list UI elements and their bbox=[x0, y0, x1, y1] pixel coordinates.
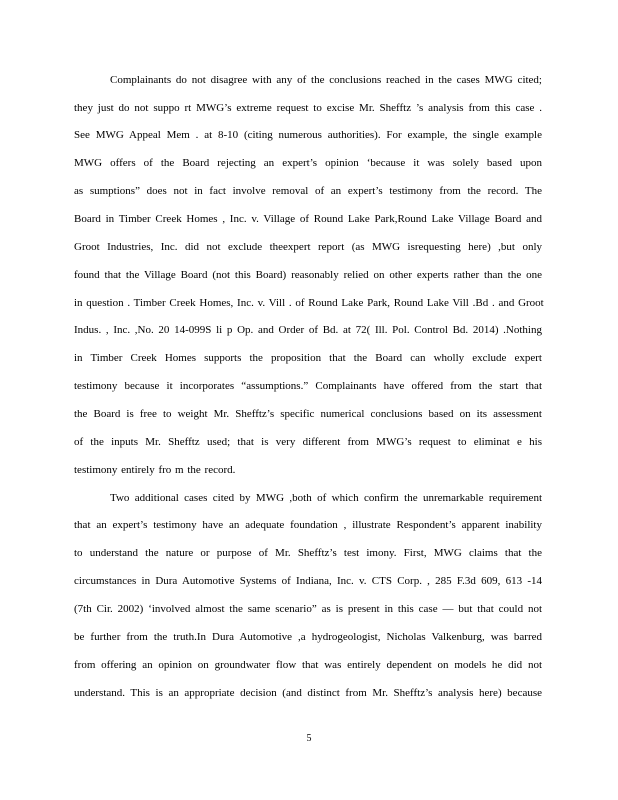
text-line-1: Complainants do not disagree with any of the conclusions reached in the cases MWG cited; bbox=[110, 74, 542, 86]
text-line-6: Board in Timber Creek Homes , Inc. v. Village of Round Lake Park,Round Lake Village Board and bbox=[74, 213, 542, 225]
text-line-21: be further from the truth.In Dura Automotive ,a hydrogeologist, Nicholas Valkenburg, was barred bbox=[74, 631, 542, 643]
text-line-10: Indus. , Inc. ,No. 20 14-099S li p Op. and Order of Bd. at 72( Ill. Pol. Control Bd. 2014) .Nothing bbox=[74, 324, 542, 336]
text-line-16: Two additional cases cited by MWG ,both of which confirm the unremarkable requirement bbox=[110, 492, 542, 504]
text-line-13: the Board is free to weight Mr. Shefftz’s specific numerical conclusions based on its assessment bbox=[74, 408, 542, 420]
text-line-11: in Timber Creek Homes supports the proposition that the Board can wholly exclude expert bbox=[74, 352, 542, 364]
text-line-22: from offering an opinion on groundwater flow that was entirely dependent on models he did not bbox=[74, 659, 542, 671]
text-line-3: See MWG Appeal Mem . at 8-10 (citing numerous authorities). For example, the single example bbox=[74, 129, 542, 141]
text-line-19: circumstances in Dura Automotive Systems of Indiana, Inc. v. CTS Corp. , 285 F.3d 609, 613 -14 bbox=[74, 575, 542, 587]
text-line-7: Groot Industries, Inc. did not exclude theexpert report (as MWG isrequesting here) ,but only bbox=[74, 241, 542, 253]
text-line-4: MWG offers of the Board rejecting an expert’s opinion ‘because it was solely based upon bbox=[74, 157, 542, 169]
text-line-5: as sumptions” does not in fact involve removal of an expert’s testimony from the record. The bbox=[74, 185, 542, 197]
text-line-9: in question . Timber Creek Homes, Inc. v. Vill . of Round Lake Park, Round Lake Vill .Bd . and Groot bbox=[74, 297, 544, 309]
text-line-2: they just do not suppo rt MWG’s extreme request to excise Mr. Shefftz ’s analysis from this case . bbox=[74, 102, 542, 114]
text-line-18: to understand the nature or purpose of Mr. Shefftz’s test imony. First, MWG claims that the bbox=[74, 547, 542, 559]
text-line-23: understand. This is an appropriate decision (and distinct from Mr. Shefftz’s analysis here) because bbox=[74, 687, 542, 699]
page-number: 5 bbox=[306, 733, 312, 744]
text-line-20: (7th Cir. 2002) ‘involved almost the same scenario” as is present in this case — but that could not bbox=[74, 603, 542, 615]
text-line-14: of the inputs Mr. Shefftz used; that is very different from MWG’s request to eliminat e his bbox=[74, 436, 542, 448]
text-line-15: testimony entirely fro m the record. bbox=[74, 464, 236, 476]
text-line-12: testimony because it incorporates “assumptions.” Complainants have offered from the start that bbox=[74, 380, 542, 392]
text-line-8: found that the Village Board (not this Board) reasonably relied on other experts rather than the one bbox=[74, 269, 542, 281]
text-line-17: that an expert’s testimony have an adequate foundation , illustrate Respondent’s apparent inability bbox=[74, 519, 542, 531]
